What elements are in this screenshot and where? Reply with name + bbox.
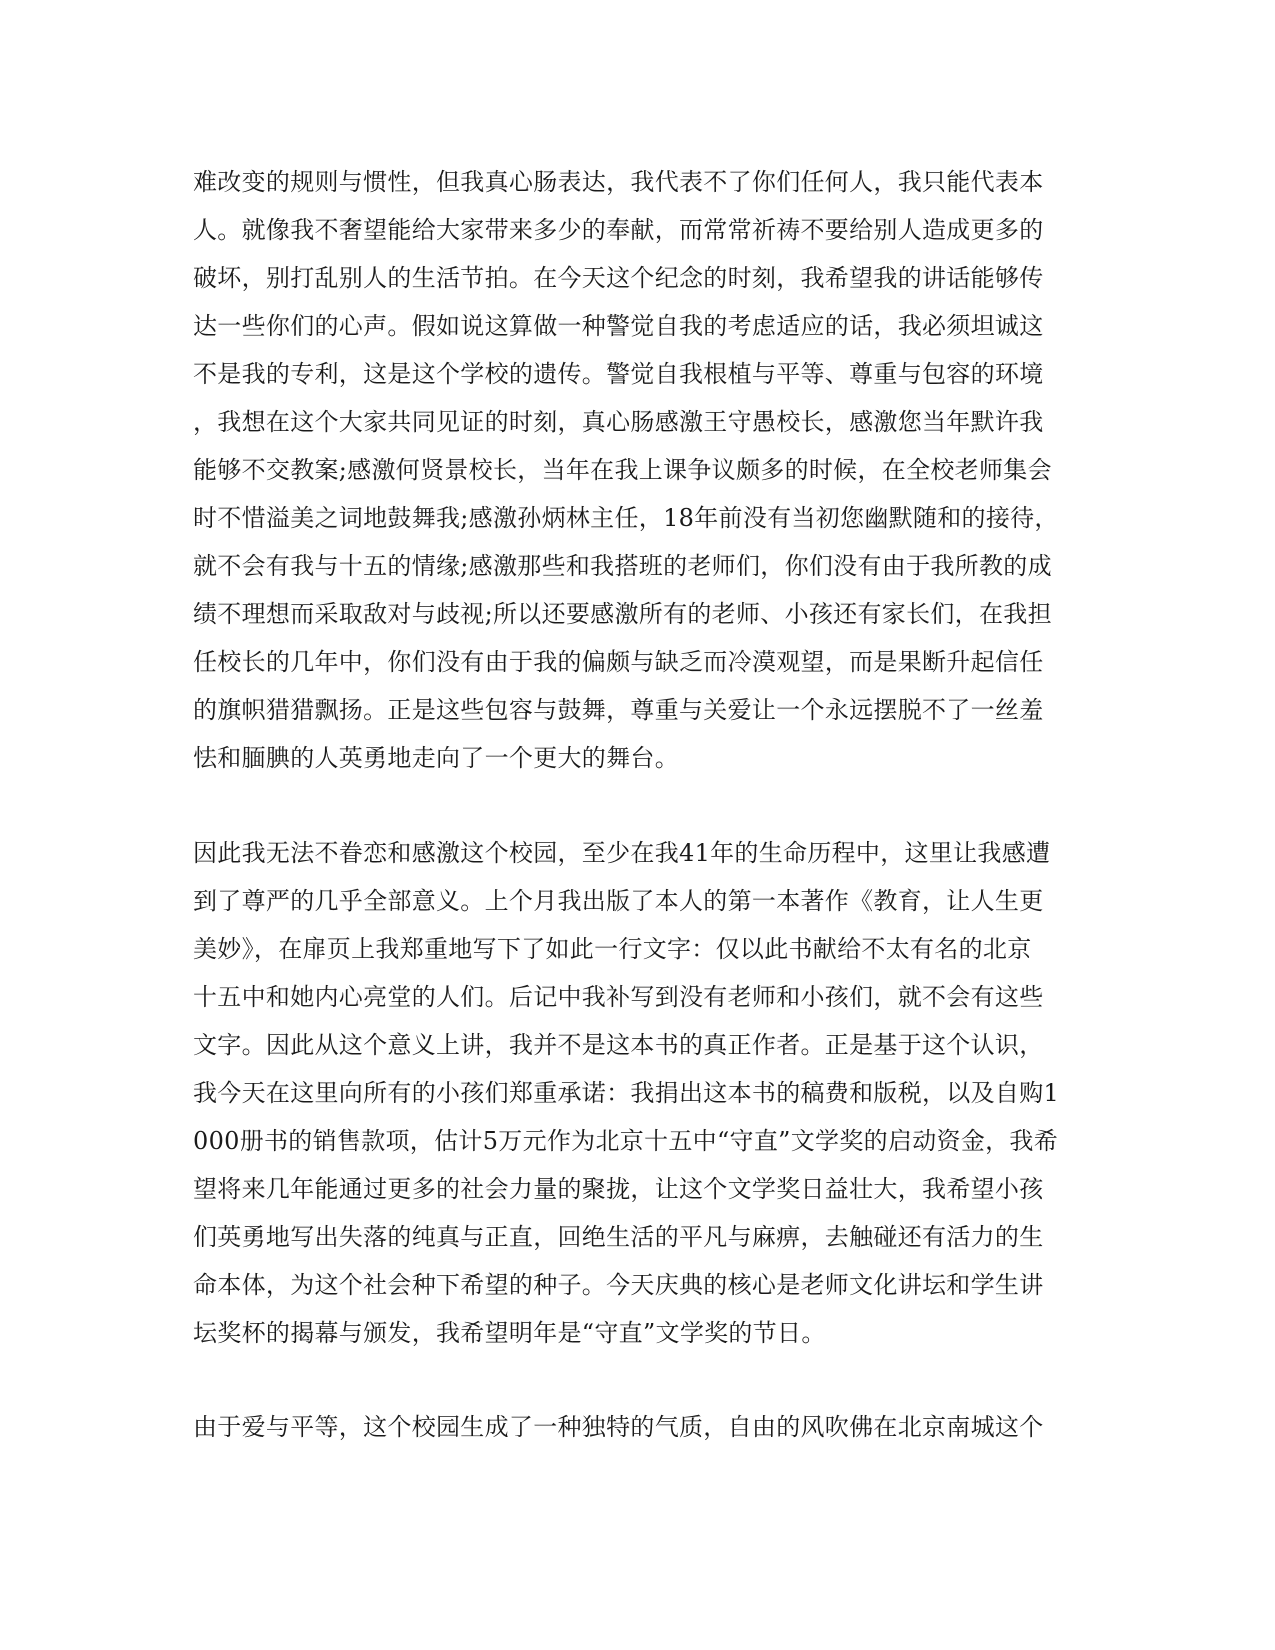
- paragraph-3: [193, 1403, 1073, 1451]
- paragraph-1: [193, 158, 1073, 782]
- text-line: 就不会有我与十五的情缘;感激那些和我搭班的老师们，你们没有由于我所教的成: [193, 552, 1052, 580]
- text-line: 怯和腼腆的人英勇地走向了一个更大的舞台。: [193, 744, 679, 772]
- paragraph-2: [193, 829, 1073, 1357]
- text-line: 不是我的专利，这是这个学校的遗传。警觉自我根植与平等、尊重与包容的环境: [193, 360, 1044, 388]
- text-line: 文字。因此从这个意义上讲，我并不是这本书的真正作者。正是基于这个认识，: [193, 1031, 1044, 1059]
- text-line: 的旗帜猎猎飘扬。正是这些包容与鼓舞，尊重与关爱让一个永远摆脱不了一丝羞: [193, 696, 1044, 724]
- text-line: 由于爱与平等，这个校园生成了一种独特的气质，自由的风吹佛在北京南城这个: [193, 1413, 1044, 1441]
- text-line: 我今天在这里向所有的小孩们郑重承诺：我捐出这本书的稿费和版税，以及自购1: [193, 1079, 1060, 1107]
- text-line: 人。就像我不奢望能给大家带来多少的奉献，而常常祈祷不要给别人造成更多的: [193, 216, 1044, 244]
- text-line: 000册书的销售款项，估计5万元作为北京十五中“守直”文学奖的启动资金，我希: [193, 1127, 1059, 1155]
- text-line: ，我想在这个大家共同见证的时刻，真心肠感激王守愚校长，感激您当年默许我: [193, 408, 1044, 436]
- text-line: 因此我无法不眷恋和感激这个校园，至少在我41年的生命历程中，这里让我感遭: [193, 839, 1051, 867]
- text-line: 达一些你们的心声。假如说这算做一种警觉自我的考虑适应的话，我必须坦诚这: [193, 312, 1044, 340]
- text-line: 望将来几年能通过更多的社会力量的聚拢，让这个文学奖日益壮大，我希望小孩: [193, 1175, 1044, 1203]
- text-line: 到了尊严的几乎全部意义。上个月我出版了本人的第一本著作《教育，让人生更: [193, 887, 1044, 915]
- text-line: 能够不交教案;感激何贤景校长，当年在我上课争议颇多的时候，在全校老师集会: [193, 456, 1052, 484]
- text-line: 时不惜溢美之词地鼓舞我;感激孙炳林主任，18年前没有当初您幽默随和的接待，: [193, 504, 1059, 532]
- text-line: 命本体，为这个社会种下希望的种子。今天庆典的核心是老师文化讲坛和学生讲: [193, 1271, 1044, 1299]
- text-line: 破坏，别打乱别人的生活节拍。在今天这个纪念的时刻，我希望我的讲话能够传: [193, 264, 1044, 292]
- text-line: 们英勇地写出失落的纯真与正直，回绝生活的平凡与麻痹，去触碰还有活力的生: [193, 1223, 1044, 1251]
- text-line: 十五中和她内心亮堂的人们。后记中我补写到没有老师和小孩们，就不会有这些: [193, 983, 1044, 1011]
- text-line: 难改变的规则与惯性，但我真心肠表达，我代表不了你们任何人，我只能代表本: [193, 168, 1044, 196]
- text-line: 坛奖杯的揭幕与颁发，我希望明年是“守直”文学奖的节日。: [193, 1319, 826, 1347]
- text-line: 绩不理想而采取敌对与歧视;所以还要感激所有的老师、小孩还有家长们，在我担: [193, 600, 1052, 628]
- text-line: 美妙》，在扉页上我郑重地写下了如此一行文字：仅以此书献给不太有名的北京: [193, 935, 1032, 963]
- text-line: 任校长的几年中，你们没有由于我的偏颇与缺乏而冷漠观望，而是果断升起信任: [193, 648, 1044, 676]
